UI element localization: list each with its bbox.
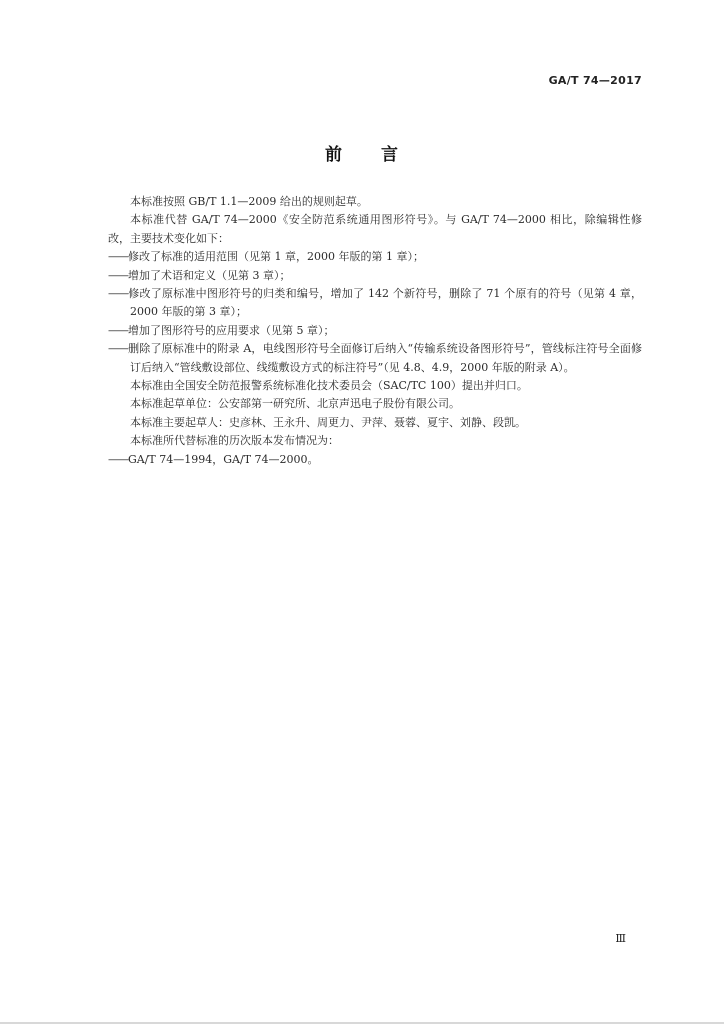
foreword-body [108, 193, 642, 469]
standard-code-header: GA/T 74—2017 [548, 74, 642, 87]
paragraph-drafting-units: 本标准起草单位：公安部第一研究所、北京声迅电子股份有限公司。 [130, 397, 460, 411]
paragraph-main-drafters: 本标准主要起草人：史彦林、王永升、周更力、尹萍、聂蓉、夏宇、刘静、段凯。 [130, 415, 526, 429]
change-item [108, 285, 642, 322]
dash-marker: —— [108, 342, 128, 356]
dash-marker: —— [108, 287, 128, 301]
change-item [108, 340, 642, 377]
history-item [108, 451, 642, 469]
change-item [108, 322, 642, 340]
change-item [108, 248, 642, 266]
change-item-text: 修改了原标准中图形符号的归类和编号，增加了 142 个新符号，删除了 71 个原有的符号（见第 4 章，2000 年版的第 3 章）； [128, 287, 642, 319]
paragraph-drafting-rules: 本标准按照 GB/T 1.1—2009 给出的规则起草。 [130, 195, 368, 208]
change-item-text: 修改了标准的适用范围（见第 1 章，2000 年版的第 1 章）； [128, 250, 424, 264]
foreword-title-char-2: 言 [381, 145, 399, 165]
dash-marker: —— [108, 452, 128, 466]
change-item-text: 增加了图形符号的应用要求（见第 5 章）； [128, 323, 335, 337]
dash-marker: —— [108, 250, 128, 264]
page-number: Ⅲ [615, 932, 626, 945]
change-item-text: 增加了术语和定义（见第 3 章）； [128, 268, 291, 282]
paragraph-replaces-standard: 本标准代替 GA/T 74—2000《安全防范系统通用图形符号》。与 GA/T 74—2000 相比，除编辑性修改，主要技术变化如下： [108, 213, 642, 245]
history-item-text: GA/T 74—1994，GA/T 74—2000。 [128, 452, 319, 466]
change-item [108, 267, 642, 285]
change-item-text: 删除了原标准中的附录 A，电线图形符号全面修订后纳入“传输系统设备图形符号”，管线标注符号全面修订后纳入“管线敷设部位、线缆敷设方式的标注符号”（见 4.8、4.9，2000 年版的附录 A）。 [128, 342, 642, 374]
dash-marker: —— [108, 323, 128, 337]
foreword-title-char-1: 前 [325, 145, 343, 165]
paragraph-proposed-by: 本标准由全国安全防范报警系统标准化技术委员会（SAC/TC 100）提出并归口。 [130, 379, 528, 393]
foreword-title [0, 140, 724, 165]
dash-marker: —— [108, 268, 128, 282]
paragraph-version-history: 本标准所代替标准的历次版本发布情况为： [130, 434, 339, 448]
